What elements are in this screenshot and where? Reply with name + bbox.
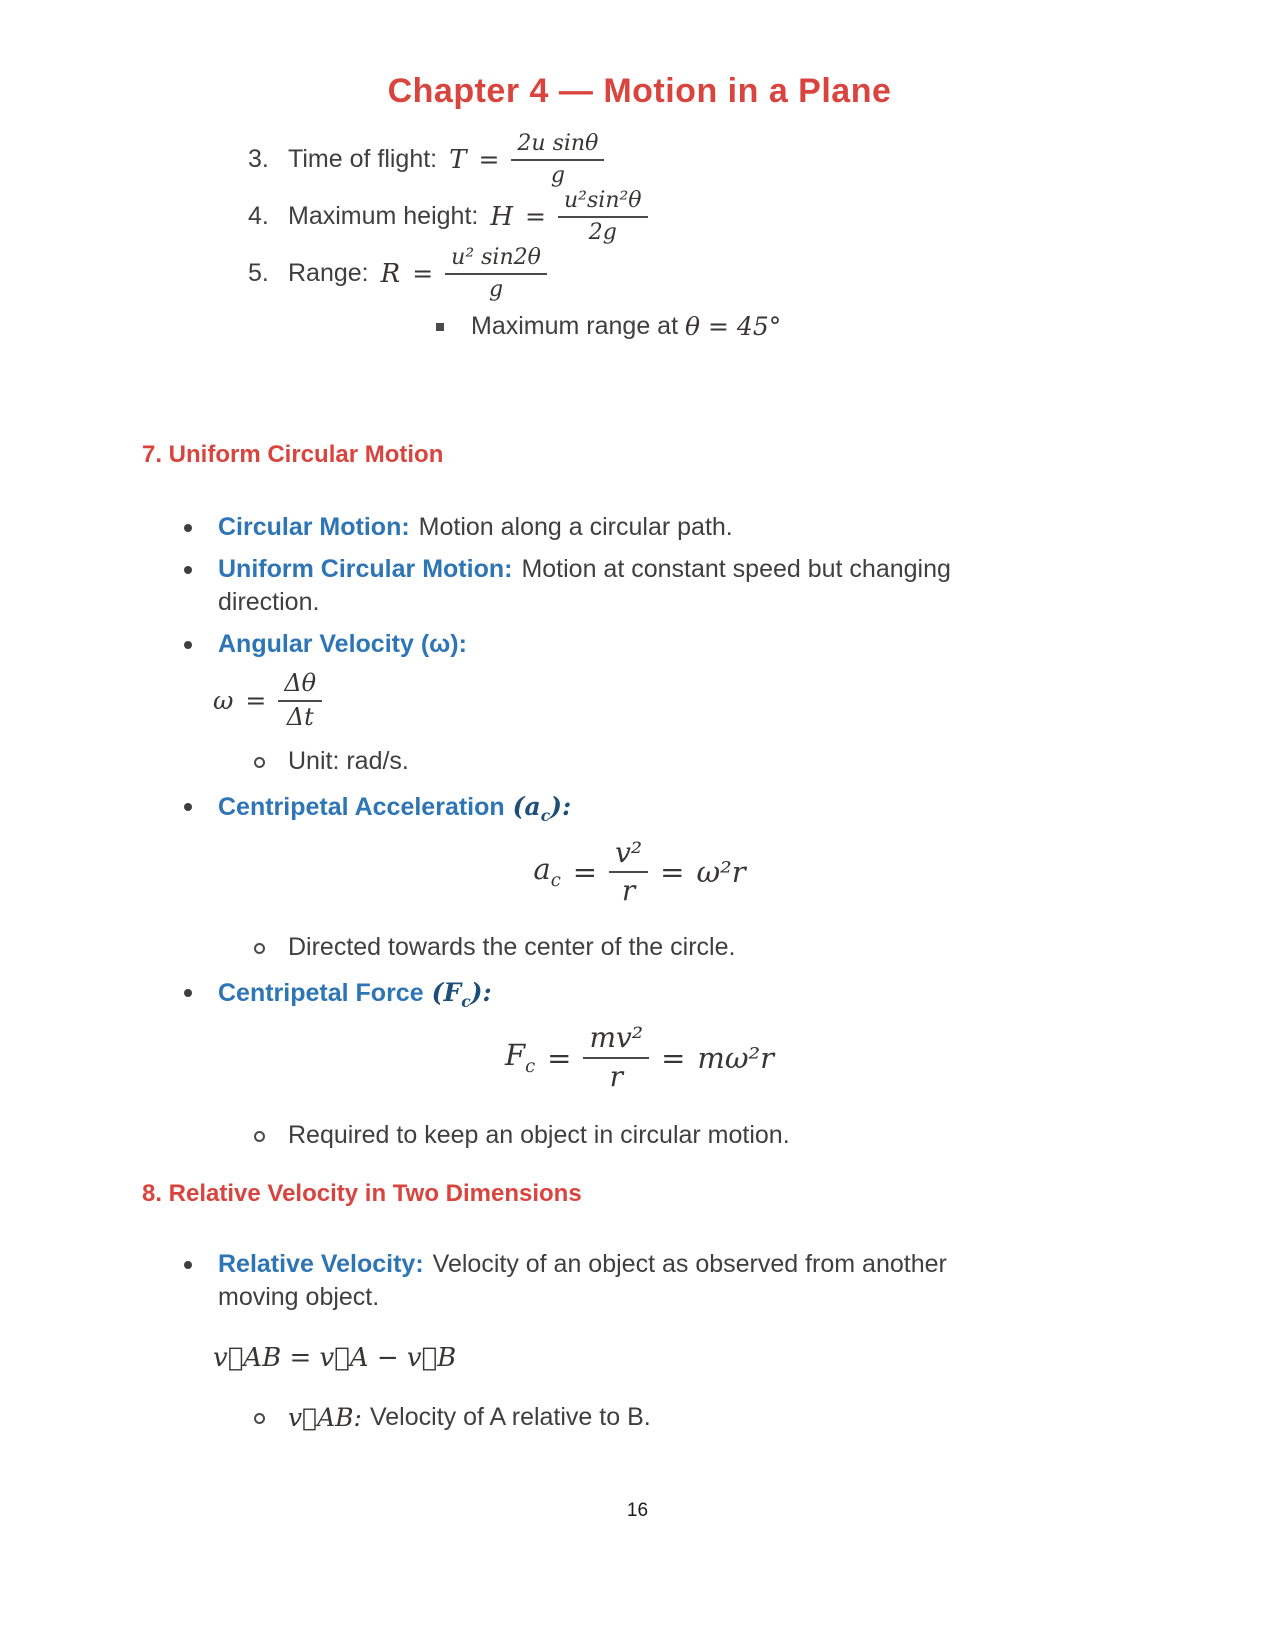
item-label: Range: xyxy=(288,259,369,287)
fraction-numerator: Δθ xyxy=(278,670,322,702)
equals-sign: = xyxy=(245,686,267,716)
formula-rhs: mω²r xyxy=(697,1040,775,1075)
section-8-bullets xyxy=(142,1248,1137,1432)
equals-sign: = xyxy=(547,1040,572,1075)
square-bullet-icon xyxy=(436,323,444,331)
term-label: Centripetal Force xyxy=(218,979,424,1008)
list-item-range xyxy=(248,245,1137,302)
term-definition: Velocity of an object as observed from another moving object. xyxy=(218,1249,947,1311)
fraction xyxy=(583,1022,649,1092)
section-7-bullets xyxy=(142,511,1137,1150)
term-definition: Motion at constant speed but changing direction. xyxy=(218,555,951,616)
list-item-time-of-flight xyxy=(248,131,1137,188)
item-label: Time of flight: xyxy=(288,145,438,173)
formula-lhs: $a_c$ xyxy=(533,852,561,892)
fraction-denominator: r xyxy=(621,873,636,907)
fraction-denominator: Δt xyxy=(286,702,314,731)
bullet-centripetal-force xyxy=(142,976,1137,1012)
item-label: Maximum height: xyxy=(288,202,479,230)
required-note xyxy=(142,1121,1137,1150)
dot-bullet-icon xyxy=(184,803,192,811)
item-number: 4. xyxy=(248,202,269,230)
fraction-numerator: 2u sinθ xyxy=(511,131,604,160)
equals-sign: = xyxy=(661,1040,686,1075)
dot-bullet-icon xyxy=(184,566,192,574)
fraction xyxy=(609,837,648,907)
section-7-heading: 7. Uniform Circular Motion xyxy=(142,441,444,468)
formula-variable: R xyxy=(380,258,401,289)
formula-lhs: $F_c$ xyxy=(504,1038,536,1078)
fraction-numerator: mv² xyxy=(583,1022,649,1058)
dot-bullet-icon xyxy=(184,989,192,997)
term-label: Relative Velocity: xyxy=(218,1249,424,1278)
term-label: Uniform Circular Motion: xyxy=(218,555,513,583)
note-text: Maximum range at xyxy=(471,312,679,340)
unit-note xyxy=(142,747,1137,776)
vab-note xyxy=(142,1403,1137,1432)
formula-variable: H xyxy=(490,201,514,232)
fraction-denominator: g xyxy=(550,162,565,188)
circle-bullet-icon xyxy=(254,1413,265,1424)
formula-variable: T xyxy=(449,144,467,175)
fraction xyxy=(278,670,322,731)
formula-lhs: ω xyxy=(213,686,234,716)
term-label: Circular Motion: xyxy=(218,513,410,541)
term-label: Centripetal Acceleration xyxy=(218,793,505,822)
max-range-note xyxy=(436,312,1137,341)
centripetal-force-formula xyxy=(142,1022,1137,1092)
fraction-numerator: u² sin2θ xyxy=(445,245,547,274)
list-item-maximum-height xyxy=(248,188,1137,245)
bullet-centripetal-acceleration xyxy=(142,790,1137,826)
note-math: v⃗AB: xyxy=(288,1402,362,1432)
fraction-denominator: g xyxy=(488,276,504,302)
equals-sign: = xyxy=(478,145,500,174)
fraction-numerator: u²sin²θ xyxy=(558,188,648,217)
fraction xyxy=(558,188,648,245)
fraction-denominator: r xyxy=(609,1059,623,1093)
note-text: Unit: rad/s. xyxy=(288,747,409,776)
equals-sign: = xyxy=(660,854,685,889)
directed-note xyxy=(142,933,1137,962)
term-math-symbol: $(F_c)$: xyxy=(431,978,492,1012)
centripetal-acceleration-formula xyxy=(142,837,1137,907)
chapter-title: Chapter 4 — Motion in a Plane xyxy=(387,72,892,110)
item-number: 5. xyxy=(248,259,269,287)
angular-velocity-formula xyxy=(213,670,1137,731)
dot-bullet-icon xyxy=(184,641,192,649)
equals-sign: = xyxy=(412,259,434,288)
fraction-denominator: 2g xyxy=(588,219,617,245)
term-math-symbol: $(a_c)$: xyxy=(512,792,572,826)
formula-rhs: ω²r xyxy=(696,854,746,889)
fraction xyxy=(445,245,547,302)
bullet-relative-velocity xyxy=(142,1248,1137,1314)
fraction-numerator: v² xyxy=(609,837,648,873)
term-definition: Motion along a circular path. xyxy=(418,513,733,541)
equals-sign: = xyxy=(572,854,598,889)
item-number: 3. xyxy=(248,145,269,173)
page-number: 16 xyxy=(626,1500,649,1521)
dot-bullet-icon xyxy=(184,524,192,532)
equals-sign: = xyxy=(525,202,546,231)
relative-velocity-equation: v⃗AB = v⃗A − v⃗B xyxy=(213,1342,457,1373)
bullet-uniform-circular-motion xyxy=(142,553,1137,619)
section-8-heading: 8. Relative Velocity in Two Dimensions xyxy=(142,1179,582,1207)
note-text: Directed towards the center of the circle. xyxy=(288,933,736,962)
circle-bullet-icon xyxy=(254,1131,265,1142)
circle-bullet-icon xyxy=(254,943,265,954)
term-label: Angular Velocity (ω): xyxy=(218,630,467,658)
dot-bullet-icon xyxy=(184,1261,192,1269)
circle-bullet-icon xyxy=(254,757,265,768)
projectile-formula-list xyxy=(248,131,1137,341)
note-text: Required to keep an object in circular motion. xyxy=(288,1120,790,1149)
bullet-angular-velocity xyxy=(142,628,1137,661)
fraction xyxy=(511,131,604,188)
bullet-circular-motion xyxy=(142,511,1137,544)
note-text: Velocity of A relative to B. xyxy=(369,1402,651,1431)
note-math: θ = 45° xyxy=(685,312,782,341)
